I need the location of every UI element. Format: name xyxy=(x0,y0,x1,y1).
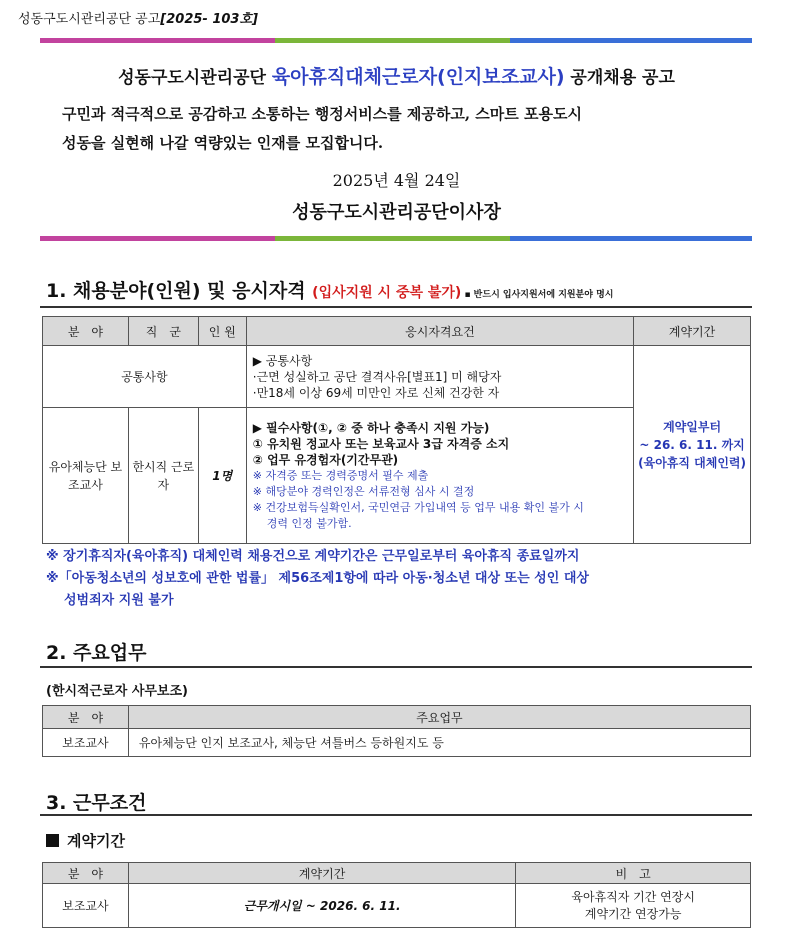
notice-date: 2025년 4월 24일 xyxy=(332,171,461,190)
intro-text: 구민과 적극적으로 공감하고 소통하는 행정서비스를 제공하고, 스마트 포용도시 성동을 실현해 나갈 역량있는 인재를 모집합니다. xyxy=(62,105,582,152)
duties-table xyxy=(42,705,751,757)
decorative-bar-top xyxy=(40,38,752,43)
duties-tasks: 유아체능단 인지 보조교사, 체능단 셔틀버스 등하원지도 등 xyxy=(128,729,750,757)
job-type: 한시직 근로자 xyxy=(128,408,198,544)
decorative-bar-bottom xyxy=(40,236,752,241)
conditions-period: 근무개시일 ~ 2026. 6. 11. xyxy=(128,884,515,928)
common-label: 공통사항 xyxy=(43,346,247,408)
section1-title: 1. 채용분야(인원) 및 응시자격 (입사지원 시 중복 불가) ▪ 반드시 입사지원서에 지원분야 명시 xyxy=(46,280,614,302)
common-requirements: ▶ 공통사항 ·근면 성실하고 공단 결격사유[별표1] 미 해당자 ·만18세 이상 69세 미만인 자로 신체 건강한 자 xyxy=(246,346,633,408)
notice-number: 성동구도시관리공단 공고[2025- 103호] xyxy=(18,12,258,27)
conditions-header-field: 분 야 xyxy=(43,863,129,884)
conditions-table xyxy=(42,862,751,928)
signer: 성동구도시관리공단이사장 xyxy=(292,202,501,223)
contract-period: 계약일부터 ~ 26. 6. 11. 까지 (육아휴직 대체인력) xyxy=(634,346,751,544)
duties-header-field: 분 야 xyxy=(43,706,129,729)
note-contract: ※ 장기휴직자(육아휴직) 대체인력 채용건으로 계약기간은 근무일로부터 육아휴직 종료일까지 ※「아동청소년의 성보호에 관한 법률」 제56조제1항에 따라 아동·청소년 대상 또는 성인 대상 성범죄자 지원 불가 xyxy=(46,549,589,608)
required-qualifications: ▶ 필수사항(①, ② 중 하나 충족시 지원 가능) ① 유치원 정교사 또는 보육교사 3급 자격증 소지 ② 업무 유경험자(기간무관) ※ 자격증 또는 경력증명서 필수 제출 ※ 해당분야 경력인정은 서류전형 심사 시 결정 ※ 건강보험득실확인서, 국민연금 가입내역 등 업무 내용 확인 불가 시 경력 인정 불가함. xyxy=(246,408,633,544)
conditions-header-period: 계약기간 xyxy=(128,863,515,884)
section2-title: 2. 주요업무 xyxy=(46,642,147,664)
header-field: 분 야 xyxy=(43,317,129,346)
headcount: 1명 xyxy=(198,408,246,544)
section3-title: 3. 근무조건 xyxy=(46,792,147,814)
square-bullet-icon xyxy=(46,834,59,847)
duties-field: 보조교사 xyxy=(43,729,129,757)
header-job: 직 군 xyxy=(128,317,198,346)
conditions-field: 보조교사 xyxy=(43,884,129,928)
duties-header-tasks: 주요업무 xyxy=(128,706,750,729)
header-contract: 계약기간 xyxy=(634,317,751,346)
section2-rule xyxy=(40,666,752,668)
header-count: 인 원 xyxy=(198,317,246,346)
recruitment-table xyxy=(42,316,751,544)
conditions-remarks: 육아휴직자 기간 연장시 계약기간 연장가능 xyxy=(516,884,751,928)
field-name: 유아체능단 보조교사 xyxy=(43,408,129,544)
section3-rule xyxy=(40,814,752,816)
page-title: 성동구도시관리공단 육아휴직대체근로자(인지보조교사) 공개채용 공고 xyxy=(118,66,675,88)
section2-subtitle: (한시적근로자 사무보조) xyxy=(46,684,188,699)
section3-subtitle: 계약기간 xyxy=(46,830,125,851)
header-requirements: 응시자격요건 xyxy=(246,317,633,346)
conditions-header-remarks: 비 고 xyxy=(516,863,751,884)
section1-rule xyxy=(40,306,752,308)
